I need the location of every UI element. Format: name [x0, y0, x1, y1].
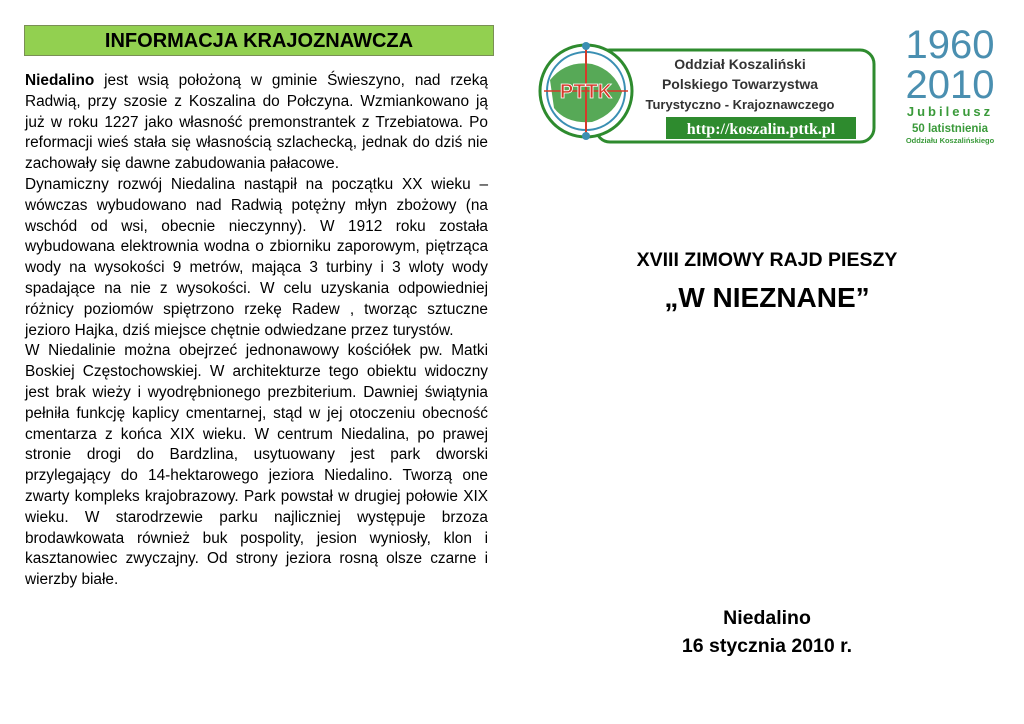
jubilee-sub-2: Oddziału Koszalińskiego: [905, 136, 995, 145]
pttk-emblem-text: PTTK: [559, 81, 613, 103]
logo-line-2: Polskiego Towarzystwa: [661, 76, 819, 92]
section-header-title: INFORMACJA KRAJOZNAWCZA: [104, 30, 414, 52]
logo-line-1: Oddział Koszaliński: [674, 56, 806, 72]
logo-url: http://koszalin.pttk.pl: [686, 121, 836, 138]
event-place: Niedalino: [723, 607, 811, 629]
event-date: 16 stycznia 2010 r.: [681, 635, 853, 657]
article-paragraph-1: [25, 71, 488, 175]
article-lead-word: Niedalino: [25, 72, 95, 89]
jubilee-word: Jubileusz: [906, 104, 994, 119]
jubilee-logo: [898, 22, 1002, 147]
jubilee-year-2010: 2010: [905, 63, 995, 107]
article-paragraph-2: Dynamiczny rozwój Niedalina nastąpił na początku XX wieku – wówczas wybudowano nad Radwią potężny młyn zbożowy (na wschód od wsi, obecnie nieczynny). W 1912 roku została wybudowana elektrownia wodna o zbiorniku zaporowym, piętrząca wody na wysokości 9 metrów, mająca 3 turbiny i 3 wloty wody spadające na nie z wysokości. W celu uzyskania odpowiedniej różnicy poziomów spiętrzono rzekę Radew , tworząc sztuczne jezioro Hajka, dziś miejsce chętnie odwiedzane przez turystów.: [25, 175, 488, 339]
jubilee-sub-1: 50 latistnienia: [911, 123, 989, 135]
jubilee-year-1960: 1960: [905, 23, 995, 67]
article-body: [25, 71, 488, 591]
pttk-logo: [536, 40, 878, 144]
section-header: [24, 25, 494, 56]
event-name: „W NIEZNANE”: [664, 282, 870, 313]
event-title: XVIII ZIMOWY RAJD PIESZY: [636, 249, 898, 271]
logo-line-3: Turystyczno - Krajoznawczego: [645, 97, 835, 112]
article-paragraph-3: W Niedalinie można obejrzeć jednonawowy kościółek pw. Matki Boskiej Częstochowskiej. W architekturze tego obiektu widoczny jest brak wieży i wyodrębnionego prezbiterium. Dawniej świątynia pełniła funkcję kaplicy cmentarnej, stąd w jej otoczeniu obecność cmentarza z końca XIX wieku. W centrum Niedalina, po prawej stronie drogi do Bardzlina, usytuowany jest park dworski przylegający do 14-hektarowego jeziora Niedalino. Tworzą one zwarty kompleks krajobrazowy. Park powstał w drugiej połowie XIX wieku. W starodrzewie parku najliczniej występuje brzoza brodawkowata również buk pospolity, jesion wyniosły, klon i kasztanowiec zwyczajny. Od strony jeziora rosną olsze czarne i wierzby białe.: [25, 342, 488, 589]
article-p1-text: jest wsią położoną w gminie Świeszyno, nad rzeką Radwią, przy szosie z Koszalina do Połczyna. Wzmiankowano ją już w roku 1227 jako własność premonstrantek z Trzebiatowa. Po reformacji wieś stała się własnością szlachecką, jednak do dziś nie zachowały się dawne zabudowania pałacowe.: [25, 72, 488, 173]
